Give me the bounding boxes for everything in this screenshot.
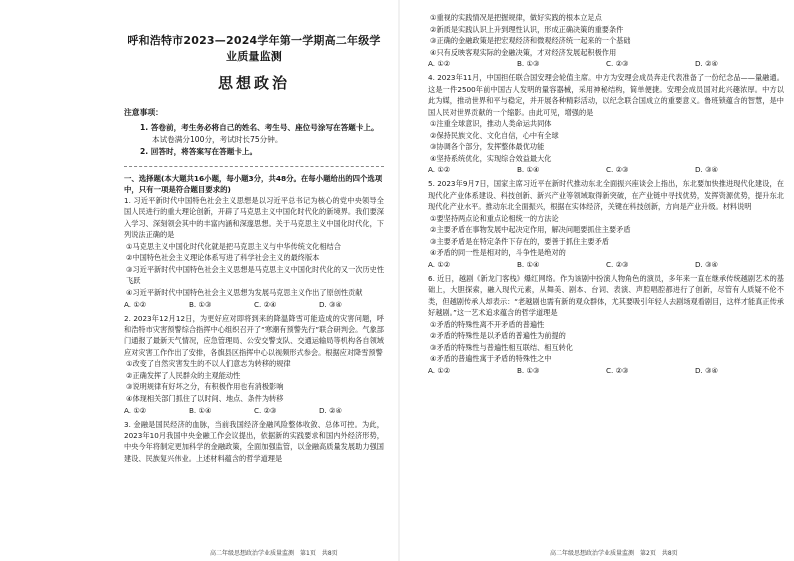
question-3-stem: 3. 金融是国民经济的血脉，当前我国经济金融风险整体收敛、总体可控。为此，2023年10月我国中央金融工作会议提出，依据新的实践要求和国内外经济形势，中央今年将制定更加科学的金融政策，全面加强监管，以金融高质量发展助力强国建设、民族复兴伟业。上述材料蕴含的哲学道理是	[124, 419, 384, 463]
question-4-stem: 4. 2023年11月，中国担任联合国安理会轮值主席。中方为安理会成员奔走代表准备了一份纪念品——量融通。这是一件2500年前中国古人发明的量容器械，采用神秘结构，简单便捷。安理会成员国对此兴趣浓厚。中方以此为媒，推动世界和平与稳定，并开展各种精彩活动，以纪念联合国成立的重要意义。鲁班锁蕴含的智慧，是中国人民对世界贡献的一个缩影。由此可见，增强的是	[428, 73, 784, 117]
question-3-option: ④只有反映客观实际的金融决策，才对经济发展起积极作用	[430, 47, 617, 57]
exam-title: 呼和浩特市2023—2024学年第一学期高二年级学业质量监测	[127, 34, 381, 63]
question-1-option: ③习近平新时代中国特色社会主义思想是马克思主义中国化时代化的又一次历史性飞跃	[126, 264, 385, 286]
choice-c: C. ②③	[606, 365, 629, 375]
choice-c: C. ②③	[606, 259, 629, 269]
question-1-option: ①马克思主义中国化时代化就是把马克思主义与中华传统文化相结合	[126, 241, 341, 251]
question-1-option: ④习近平新时代中国特色社会主义思想为发展马克思主义作出了原创性贡献	[126, 288, 363, 297]
choice-b: B. ①③	[517, 59, 540, 69]
choice-a: A. ①②	[428, 259, 451, 269]
question-2-option: ③说明规律有好坏之分，有积极作用也有消极影响	[126, 382, 284, 392]
choice-c: C. ②③	[606, 59, 629, 69]
notice-item: 1. 答卷前，考生务必将自己的姓名、考生号、座位号涂写在答题卡上。	[140, 123, 379, 132]
choice-d: D. ②④	[319, 405, 342, 415]
question-5-stem: 5. 2023年9月7日，国家主席习近平在新时代推动东北全面振兴座谈会上指出，东北要加快推进现代化建设，在现代化产业体系建设、科技创新、新兴产业等领域取得新突破，在产业链中寻找优势，发挥资源优势，提升东北现代化产业水平。推动东北全面振兴，根据在实体经济，关键在科技创新，方向是产业升级。材料说明	[428, 179, 784, 212]
divider	[124, 166, 384, 167]
question-3-option: ③正确的金融政策是把宏观经济和微观经济统一起来的一个基础	[430, 36, 631, 46]
question-4-choices	[428, 164, 784, 176]
choice-b: B. ①④	[517, 259, 540, 269]
choice-d: D. ②④	[695, 59, 718, 69]
question-6-option: ④矛盾的普遍性寓于矛盾的特殊性之中	[430, 354, 552, 364]
right-page	[400, 0, 794, 561]
choice-c: C. ②④	[254, 299, 277, 309]
choice-b: B. ①③	[517, 365, 540, 375]
question-1-choices	[124, 299, 384, 311]
choice-c: C. ②③	[606, 165, 629, 175]
question-5-option: ③主要矛盾是在特定条件下存在的，要善于抓住主要矛盾	[430, 236, 609, 246]
question-5-option: ①要坚持两点论和重点论相统一的方法论	[430, 213, 559, 223]
subject-title: 思想政治	[217, 74, 290, 92]
question-6-stem: 6. 近日，越剧《新龙门客栈》爆红网络。作为该剧中扮演人物角色的演员，多年来一直在继承传统越剧艺术的基础上，大胆探索，融入现代元素，从舞美、剧本、台词、表演、声腔唱腔都进行了创新，尽管有人质疑不伦不类，但越剧传承人却表示：“老越剧也需有新的观众群体，尤其要吸引年轻人去剧场观看剧目，这样才能真正传承好越剧。”这一艺术追求蕴含的哲学道理是	[428, 273, 784, 318]
question-2-stem: 2. 2023年12月12日，为更好应对即将到来的降温降雪可能造成的灾害问题，呼和浩特市灾害预警综合指挥中心组织召开了“寒潮有预警先行”联合研判会。气象部门通报了最新天气情况，应急管理局、公安交警支队、交通运输局等机构各自领域应对灾害工作作出了安排，各旗县区指挥中心以视频形式参会。根据应对降雪预警	[124, 313, 384, 357]
choice-d: D. ③④	[695, 165, 718, 175]
choice-d: D. ③④	[319, 299, 342, 309]
question-6-option: ①矛盾的特殊性离不开矛盾的普遍性	[430, 319, 545, 329]
choice-a: A. ①②	[428, 165, 451, 175]
choice-d: D. ③④	[695, 365, 718, 375]
question-2-option: ①改变了自然灾害发生的不以人们意志为转移的规律	[126, 359, 291, 369]
question-3-option: ②新质是实践认识上升到理性认识，形成正确决策的重要条件	[430, 24, 624, 34]
choice-a: A. ①②	[124, 405, 147, 415]
question-4-option: ②保持民族文化、文化自信，心中有全球	[430, 130, 559, 140]
notice-item: 本试卷满分100分，考试时长75分钟。	[152, 135, 283, 144]
question-4-option: ①注重全球意识，推动人类命运共同体	[430, 119, 552, 128]
notice-heading: 注意事项：	[124, 108, 163, 117]
question-4-option: ③协调各个部分，发挥整体最优功能	[430, 142, 545, 152]
question-5-option: ④矛盾的同一性是相对的，斗争性是绝对的	[430, 248, 566, 258]
question-2-option: ④体现相关部门抓住了以时间、地点、条件为转移	[126, 394, 284, 403]
question-5-option: ②主要矛盾在事物发展中起决定作用，解决问题要抓住主要矛盾	[430, 225, 631, 235]
question-1-option: ②中国特色社会主义理论体系写进了科学社会主义的最终版本	[126, 253, 320, 263]
question-1-stem: 1. 习近平新时代中国特色社会主义思想是以习近平总书记为核心的党中央领导全国人民进行的重大理论创新，开辟了马克思主义中国化时代化的新境界。我们要深入学习、深刻领会其中的丰富内涵和深邃思想。关于马克思主义中国化时代化，下列说法正确的是	[124, 196, 384, 240]
question-6-option: ②矛盾的特殊性是以矛盾的普遍性为前提的	[430, 331, 566, 341]
page-footer: 高二年级思想政治学业质量监测 第2页 共8页	[550, 550, 678, 557]
choice-a: A. ①②	[428, 59, 451, 69]
question-4-option: ④坚持系统优化，实现综合效益最大化	[430, 153, 552, 163]
page-footer: 高二年级思想政治学业质量监测 第1页 共8页	[210, 550, 338, 557]
section-heading: 一、选择题(本大题共16小题，每小题3分，共48分。在每小题给出的四个选项中，只有一项是符合题目要求的)	[124, 174, 383, 194]
question-3-option: ①重视的实践情况是把握规律，做好实践的根本立足点	[430, 13, 602, 22]
choice-d: D. ③④	[695, 259, 718, 269]
question-5-choices	[428, 259, 784, 271]
question-2-option: ②正确发挥了人民群众的主观能动性	[126, 370, 241, 380]
choice-b: B. ①③	[189, 299, 212, 309]
choice-b: B. ①④	[517, 165, 540, 175]
notice-item: 2. 回答时，将答案写在答题卡上。	[140, 147, 258, 156]
question-6-option: ③矛盾的特殊性与普遍性相互联结、相互转化	[430, 342, 574, 352]
question-3-choices	[428, 58, 784, 70]
choice-b: B. ①④	[189, 405, 212, 415]
choice-a: A. ①②	[124, 299, 147, 309]
question-2-choices	[124, 405, 384, 417]
question-6-choices	[428, 365, 784, 377]
choice-c: C. ②③	[254, 405, 277, 415]
choice-a: A. ①②	[428, 365, 451, 375]
